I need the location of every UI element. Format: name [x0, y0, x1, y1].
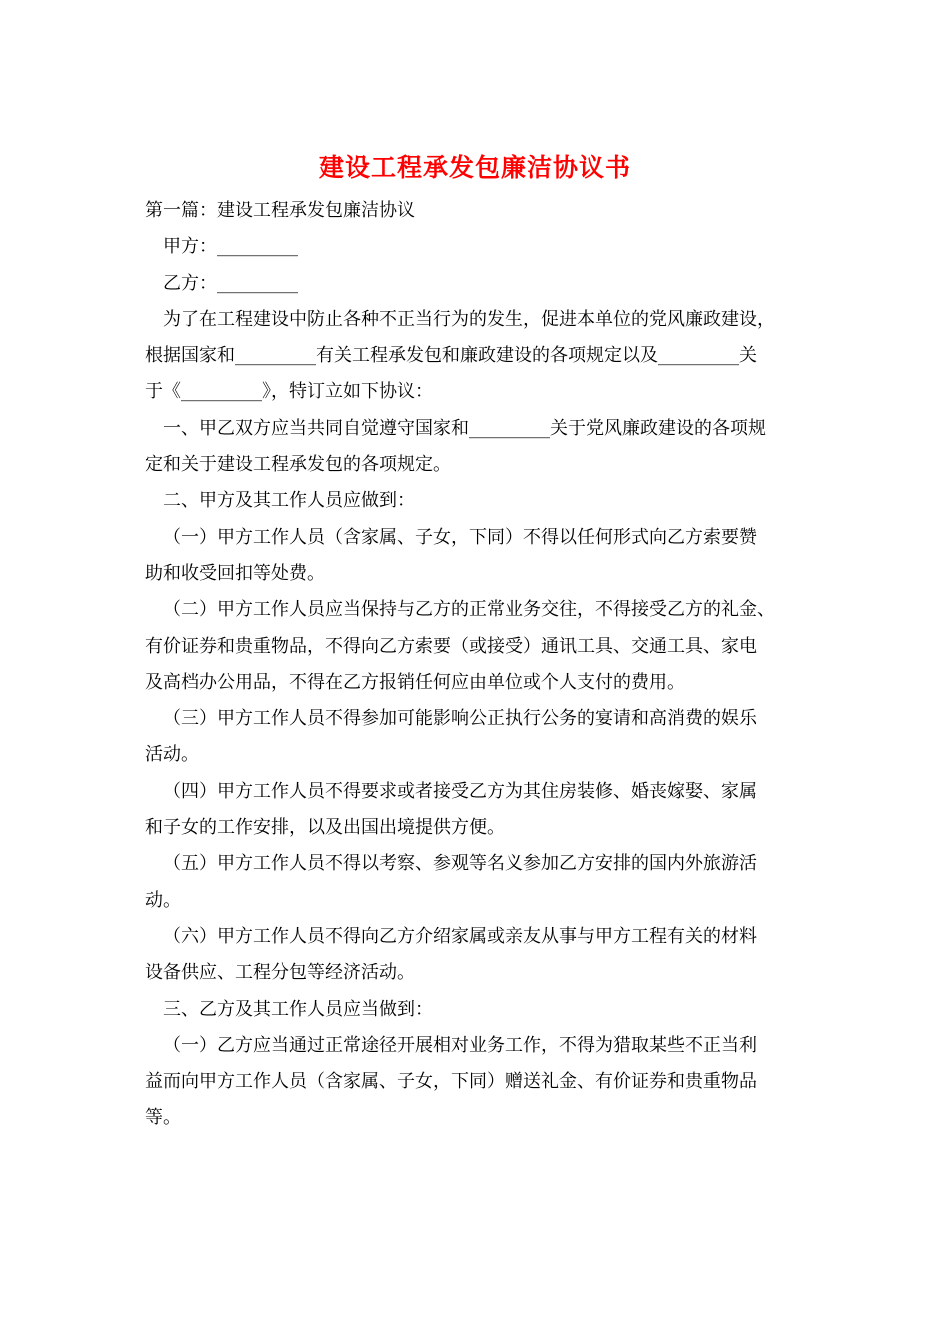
body-line: 活动。 — [145, 744, 199, 766]
body-line: （六）甲方工作人员不得向乙方介绍家属或亲友从事与甲方工程有关的材料 — [163, 925, 757, 947]
body-line: 于《_________》，特订立如下协议： — [145, 381, 433, 403]
body-line: 第一篇：建设工程承发包廉洁协议 — [145, 200, 415, 221]
body-line: 益而向甲方工作人员（含家属、子女，下同）赠送礼金、有价证券和贵重物品 — [145, 1071, 757, 1093]
body-line: 三、乙方及其工作人员应当做到： — [163, 998, 433, 1020]
body-line: 一、甲乙双方应当共同自觉遵守国家和_________关于党风廉政建设的各项规 — [163, 417, 766, 439]
body-line: 定和关于建设工程承发包的各项规定。 — [145, 454, 451, 476]
document-title: 建设工程承发包廉洁协议书 — [318, 153, 631, 182]
body-line: 乙方：_________ — [163, 272, 298, 294]
body-line: 助和收受回扣等处费。 — [145, 562, 325, 584]
body-line: 二、甲方及其工作人员应做到： — [163, 490, 415, 512]
body-line: 有价证券和贵重物品，不得向乙方索要（或接受）通讯工具、交通工具、家电 — [145, 635, 757, 657]
body-line: 根据国家和_________有关工程承发包和廉政建设的各项规定以及_________关 — [145, 345, 757, 367]
body-line: 设备供应、工程分包等经济活动。 — [145, 962, 415, 984]
body-line: （一）甲方工作人员（含家属、子女，下同）不得以任何形式向乙方索要赞 — [163, 526, 757, 548]
body-line: （一）乙方应当通过正常途径开展相对业务工作，不得为猎取某些不正当利 — [163, 1034, 757, 1056]
body-line: 及高档办公用品，不得在乙方报销任何应由单位或个人支付的费用。 — [145, 671, 685, 693]
body-line: （三）甲方工作人员不得参加可能影响公正执行公务的宴请和高消费的娱乐 — [163, 708, 757, 730]
body-line: 甲方：_________ — [163, 236, 298, 258]
body-line: 动。 — [145, 889, 181, 911]
body-line: 和子女的工作安排，以及出国出境提供方便。 — [145, 817, 505, 839]
body-line: （五）甲方工作人员不得以考察、参观等名义参加乙方安排的国内外旅游活 — [163, 853, 757, 875]
body-line: （四）甲方工作人员不得要求或者接受乙方为其住房装修、婚丧嫁娶、家属 — [163, 780, 757, 802]
body-line: （二）甲方工作人员应当保持与乙方的正常业务交往，不得接受乙方的礼金、 — [163, 599, 775, 621]
body-line: 等。 — [145, 1107, 181, 1129]
body-line: 为了在工程建设中防止各种不正当行为的发生，促进本单位的党风廉政建设， — [163, 308, 775, 330]
document-body — [145, 193, 810, 1137]
